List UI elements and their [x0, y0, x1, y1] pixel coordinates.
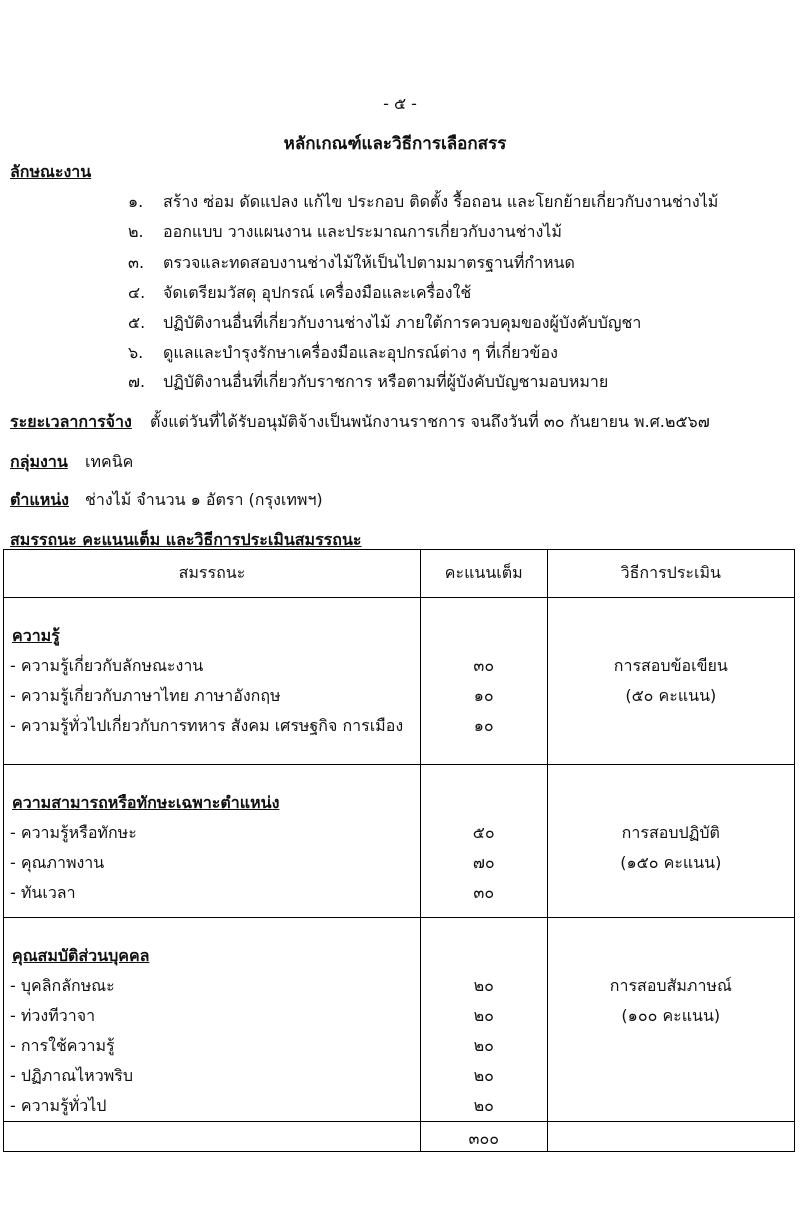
item-label: - ความรู้หรือทักษะ	[10, 823, 137, 842]
method-name: การสอบสัมภาษณ์	[609, 976, 732, 995]
item-label: - ความรู้ทั่วไปเกี่ยวกับการทหาร สังคม เศรษฐกิจ การเมือง	[10, 716, 404, 735]
position-label: ตำแหน่ง	[10, 490, 69, 509]
item-score: ๑๐	[473, 686, 494, 705]
duty-number: ๒.	[128, 222, 144, 241]
item-score: ๕๐	[472, 823, 495, 842]
position-value: ช่างไม้ จำนวน ๑ อัตรา (กรุงเทพฯ)	[85, 490, 323, 509]
item-score: ๒๐	[473, 1066, 494, 1085]
job-heading: ลักษณะงาน	[10, 162, 92, 181]
table-heading: สมรรถนะ คะแนนเต็ม และวิธีการประเมินสมรรถนะ	[10, 530, 362, 549]
section-title: ความสามารถหรือทักษะเฉพาะตำแหน่ง	[12, 793, 280, 812]
duty-text: ออกแบบ วางแผนงาน และประมาณการเกี่ยวกับงานช่างไม้	[163, 222, 562, 241]
duty-number: ๓.	[128, 253, 145, 272]
item-label: - ความรู้เกี่ยวกับภาษาไทย ภาษาอังกฤษ	[10, 686, 281, 705]
item-score: ๒๐	[473, 1036, 494, 1055]
method-points: (๕๐ คะแนน)	[625, 686, 717, 705]
table-header-row	[4, 550, 795, 598]
period-label: ระยะเวลาการจ้าง	[10, 412, 132, 431]
item-score: ๒๐	[473, 976, 494, 995]
duty-text: สร้าง ซ่อม ดัดแปลง แก้ไข ประกอบ ติดตั้ง รื้อถอน และโยกย้ายเกี่ยวกับงานช่างไม้	[163, 192, 719, 211]
duty-number: ๑.	[128, 192, 144, 211]
group-value: เทคนิค	[85, 452, 134, 471]
page-title: หลักเกณฑ์และวิธีการเลือกสรร	[283, 134, 507, 154]
duty-text: ปฏิบัติงานอื่นที่เกี่ยวกับราชการ หรือตามที่ผู้บังคับบัญชามอบหมาย	[163, 372, 609, 391]
total-score: ๓๐๐	[468, 1129, 499, 1148]
item-score: ๒๐	[473, 1096, 494, 1115]
duty-number: ๕.	[128, 313, 146, 332]
duty-text: ดูแลและบำรุงรักษาเครื่องมือและอุปกรณ์ต่าง ๆ ที่เกี่ยวข้อง	[163, 343, 558, 362]
header-full-score: คะแนนเต็ม	[420, 550, 547, 598]
competency-table	[3, 549, 795, 1152]
item-score: ๒๐	[473, 1006, 494, 1025]
group-label: กลุ่มงาน	[10, 452, 68, 471]
page-number: - ๕ -	[383, 94, 417, 113]
duty-number: ๗.	[128, 372, 146, 391]
table-row	[4, 765, 795, 918]
item-label: - ปฏิภาณไหวพริบ	[10, 1066, 134, 1085]
item-label: - ความรู้เกี่ยวกับลักษณะงาน	[10, 656, 204, 675]
item-label: - ความรู้ทั่วไป	[10, 1096, 107, 1115]
duty-text: ตรวจและทดสอบงานช่างไม้ให้เป็นไปตามมาตรฐานที่กำหนด	[163, 253, 575, 272]
method-name: การสอบปฏิบัติ	[621, 823, 720, 842]
item-score: ๗๐	[472, 853, 495, 872]
header-competency: สมรรถนะ	[4, 550, 421, 598]
duty-text: จัดเตรียมวัสดุ อุปกรณ์ เครื่องมือและเครื่องใช้	[163, 283, 472, 302]
section-title: ความรู้	[12, 626, 60, 645]
method-points: (๑๐๐ คะแนน)	[621, 1006, 721, 1025]
period-value: ตั้งแต่วันที่ได้รับอนุมัติจ้างเป็นพนักงานราชการ จนถึงวันที่ ๓๐ กันยายน พ.ศ.๒๕๖๗	[150, 412, 710, 431]
table-row	[4, 598, 795, 765]
duty-number: ๔.	[128, 283, 146, 302]
method-points: (๑๕๐ คะแนน)	[620, 853, 722, 872]
item-label: - ท่วงทีวาจา	[10, 1006, 96, 1025]
duty-number: ๖.	[128, 343, 144, 362]
section-title: คุณสมบัติส่วนบุคคล	[12, 946, 150, 965]
item-label: - คุณภาพงาน	[10, 853, 105, 872]
item-label: - บุคลิกลักษณะ	[10, 976, 115, 995]
item-score: ๓๐	[473, 883, 495, 902]
item-score: ๓๐	[473, 656, 495, 675]
item-score: ๑๐	[473, 716, 494, 735]
table-total-row	[4, 1122, 795, 1152]
table-row	[4, 918, 795, 1122]
header-method: วิธีการประเมิน	[547, 550, 794, 598]
method-name: การสอบข้อเขียน	[613, 656, 728, 675]
item-label: - ทันเวลา	[10, 883, 76, 902]
duty-text: ปฏิบัติงานอื่นที่เกี่ยวกับงานช่างไม้ ภายใต้การควบคุมของผู้บังคับบัญชา	[163, 313, 642, 332]
item-label: - การใช้ความรู้	[10, 1036, 115, 1055]
